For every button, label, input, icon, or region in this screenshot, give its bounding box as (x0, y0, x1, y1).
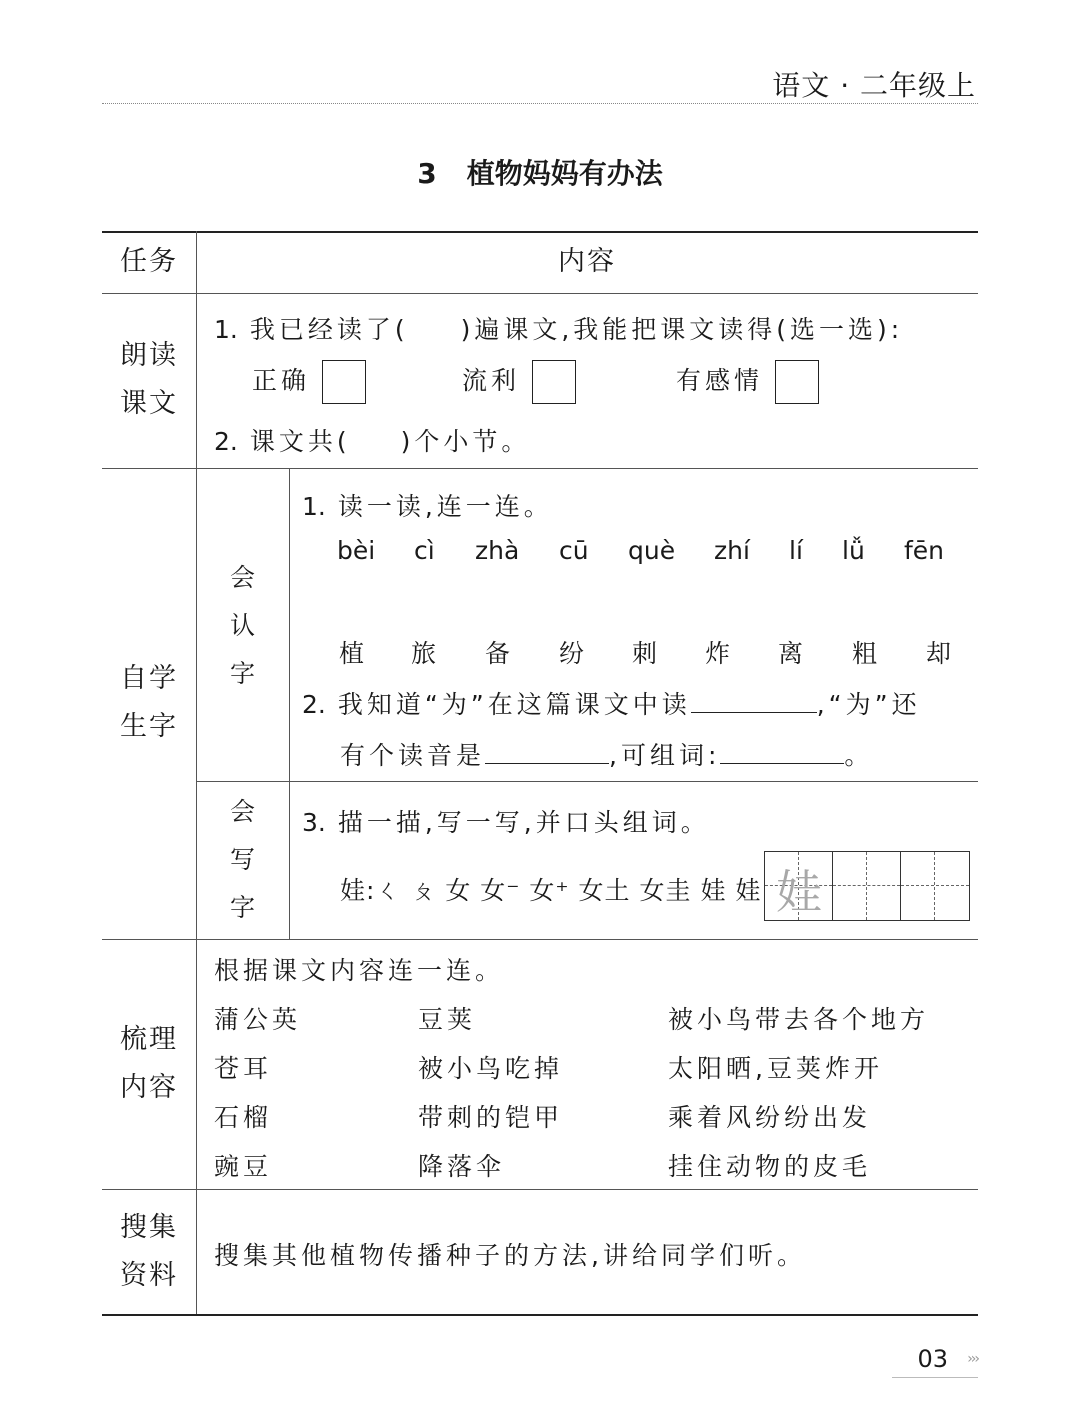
pinyin-item[interactable]: què (628, 536, 676, 565)
question-text: )个小节。 (400, 427, 531, 456)
pinyin-item[interactable]: lǚ (842, 536, 865, 565)
question-number: 2. (302, 690, 326, 719)
lesson-name: 植物妈妈有办法 (466, 157, 663, 190)
label-line: 搜集 (120, 1212, 178, 1243)
result-item[interactable]: 太阳晒,豆荚炸开 (668, 1054, 883, 1083)
label-line: 朗读 (120, 340, 178, 371)
label-char: 认 (229, 611, 255, 640)
pinyin-item[interactable]: fēn (904, 536, 945, 565)
question-number: 2. (214, 427, 238, 456)
plant-item[interactable]: 豌豆 (214, 1152, 273, 1181)
character-item[interactable]: 粗 (852, 639, 878, 668)
book-title: 语文 · 二年级上 (772, 69, 976, 102)
organize-instruction: 根据课文内容连一连。 (214, 956, 505, 985)
table-head-rule (102, 293, 978, 294)
row-label-selfstudy (102, 655, 196, 751)
question-text: 我已经读了( (249, 315, 409, 344)
answer-blank[interactable] (485, 739, 609, 764)
grid-cell[interactable] (765, 852, 833, 920)
selfstudy-question-2-cont (340, 736, 873, 772)
reading-question-2 (214, 422, 530, 458)
reading-option-3 (676, 360, 819, 404)
question-text: 。 (844, 741, 874, 770)
reading-option-2 (462, 360, 576, 404)
character-item[interactable]: 旅 (411, 639, 437, 668)
trace-character: 娃 (776, 865, 822, 919)
plant-item[interactable]: 石榴 (214, 1103, 273, 1132)
character-item[interactable]: 纷 (559, 639, 585, 668)
table-top-rule (102, 231, 978, 233)
table-row-rule (102, 1189, 978, 1190)
question-text: 课文共( (249, 427, 351, 456)
label-line: 梳理 (120, 1024, 178, 1055)
question-text: )遍课文,我能把课文读得(选一选): (460, 315, 904, 344)
label-char: 会 (229, 563, 255, 592)
row-label-collect (102, 1204, 196, 1300)
label-line: 课文 (120, 388, 178, 419)
row-label-organize (102, 1016, 196, 1112)
grid-cell[interactable] (833, 852, 901, 920)
label-line: 内容 (120, 1072, 178, 1103)
reading-question-1 (214, 310, 903, 346)
table-col-divider (196, 231, 197, 1314)
grid-guide (934, 852, 935, 920)
selfstudy-question-3 (302, 803, 710, 839)
header-content: 内容 (558, 246, 616, 277)
grid-guide (866, 852, 867, 920)
checkbox[interactable] (322, 360, 366, 404)
method-item[interactable]: 被小鸟吃掉 (418, 1054, 564, 1083)
question-text: ,“为”还 (816, 690, 921, 719)
label-char: 会 (229, 797, 255, 826)
label-line: 资料 (120, 1260, 178, 1291)
result-item[interactable]: 乘着风纷纷出发 (668, 1103, 872, 1132)
footer-divider (892, 1377, 978, 1378)
character-item[interactable]: 炸 (705, 639, 731, 668)
header-task: 任务 (120, 246, 178, 277)
table-subrow-rule (196, 781, 978, 782)
table-row-rule (102, 939, 978, 940)
method-item[interactable]: 带刺的铠甲 (418, 1103, 564, 1132)
label-line: 自学 (120, 663, 178, 694)
grid-guide (901, 885, 969, 886)
character-item[interactable]: 离 (778, 639, 804, 668)
question-text: 我知道“为”在这篇课文中读 (337, 690, 691, 719)
collect-instruction: 搜集其他植物传播种子的方法,讲给同学们听。 (214, 1241, 806, 1270)
result-item[interactable]: 挂住动物的皮毛 (668, 1152, 872, 1181)
character-item[interactable]: 备 (485, 639, 511, 668)
question-number: 3. (302, 808, 326, 837)
pinyin-item[interactable]: cū (559, 536, 589, 565)
answer-blank[interactable] (720, 739, 844, 764)
reading-option-1 (252, 360, 366, 404)
checkbox[interactable] (532, 360, 576, 404)
pinyin-item[interactable]: zhà (475, 536, 520, 565)
selfstudy-question-1 (302, 487, 553, 523)
character-item[interactable]: 植 (339, 639, 365, 668)
row-label-reading (102, 332, 196, 428)
lesson-title (0, 152, 1080, 192)
table-row-rule (102, 468, 978, 469)
method-item[interactable]: 豆荚 (418, 1005, 477, 1034)
label-char: 字 (229, 893, 255, 922)
sublabel-write (196, 788, 289, 932)
table-bottom-rule (102, 1314, 978, 1316)
page-number: 03 (917, 1345, 948, 1373)
pinyin-item[interactable]: lí (789, 536, 803, 565)
stroke-order: 娃:ㄑ ㄆ 女 女⁻ 女⁺ 女土 女圭 娃 娃 (340, 876, 762, 905)
grid-cell[interactable] (901, 852, 969, 920)
writing-grid[interactable] (764, 851, 970, 921)
answer-blank[interactable] (691, 688, 817, 713)
plant-item[interactable]: 蒲公英 (214, 1005, 302, 1034)
page-arrows-icon: ››› (967, 1351, 978, 1367)
character-item[interactable]: 刺 (632, 639, 658, 668)
question-number: 1. (302, 492, 326, 521)
selfstudy-question-2 (302, 685, 921, 721)
character-item[interactable]: 却 (926, 639, 952, 668)
sublabel-recognize (196, 554, 289, 698)
header-divider (102, 103, 978, 104)
label-line: 生字 (120, 711, 178, 742)
question-number: 1. (214, 315, 238, 344)
question-text: 有个读音是 (340, 741, 486, 770)
option-label: 有感情 (676, 366, 764, 395)
pinyin-item[interactable]: zhí (714, 536, 750, 565)
option-label: 正确 (252, 366, 311, 395)
option-label: 流利 (462, 366, 521, 395)
question-text: ,可组词: (609, 741, 721, 770)
label-char: 字 (229, 659, 255, 688)
plant-item[interactable]: 苍耳 (214, 1054, 273, 1083)
lesson-number: 3 (417, 157, 437, 190)
label-char: 写 (229, 845, 255, 874)
pinyin-item[interactable]: bèi (337, 536, 376, 565)
checkbox[interactable] (775, 360, 819, 404)
pinyin-item[interactable]: cì (414, 536, 435, 565)
method-item[interactable]: 降落伞 (418, 1152, 506, 1181)
question-text: 读一读,连一连。 (337, 492, 553, 521)
table-subcol-divider (289, 468, 290, 939)
question-text: 描一描,写一写,并口头组词。 (337, 808, 710, 837)
result-item[interactable]: 被小鸟带去各个地方 (668, 1005, 930, 1034)
